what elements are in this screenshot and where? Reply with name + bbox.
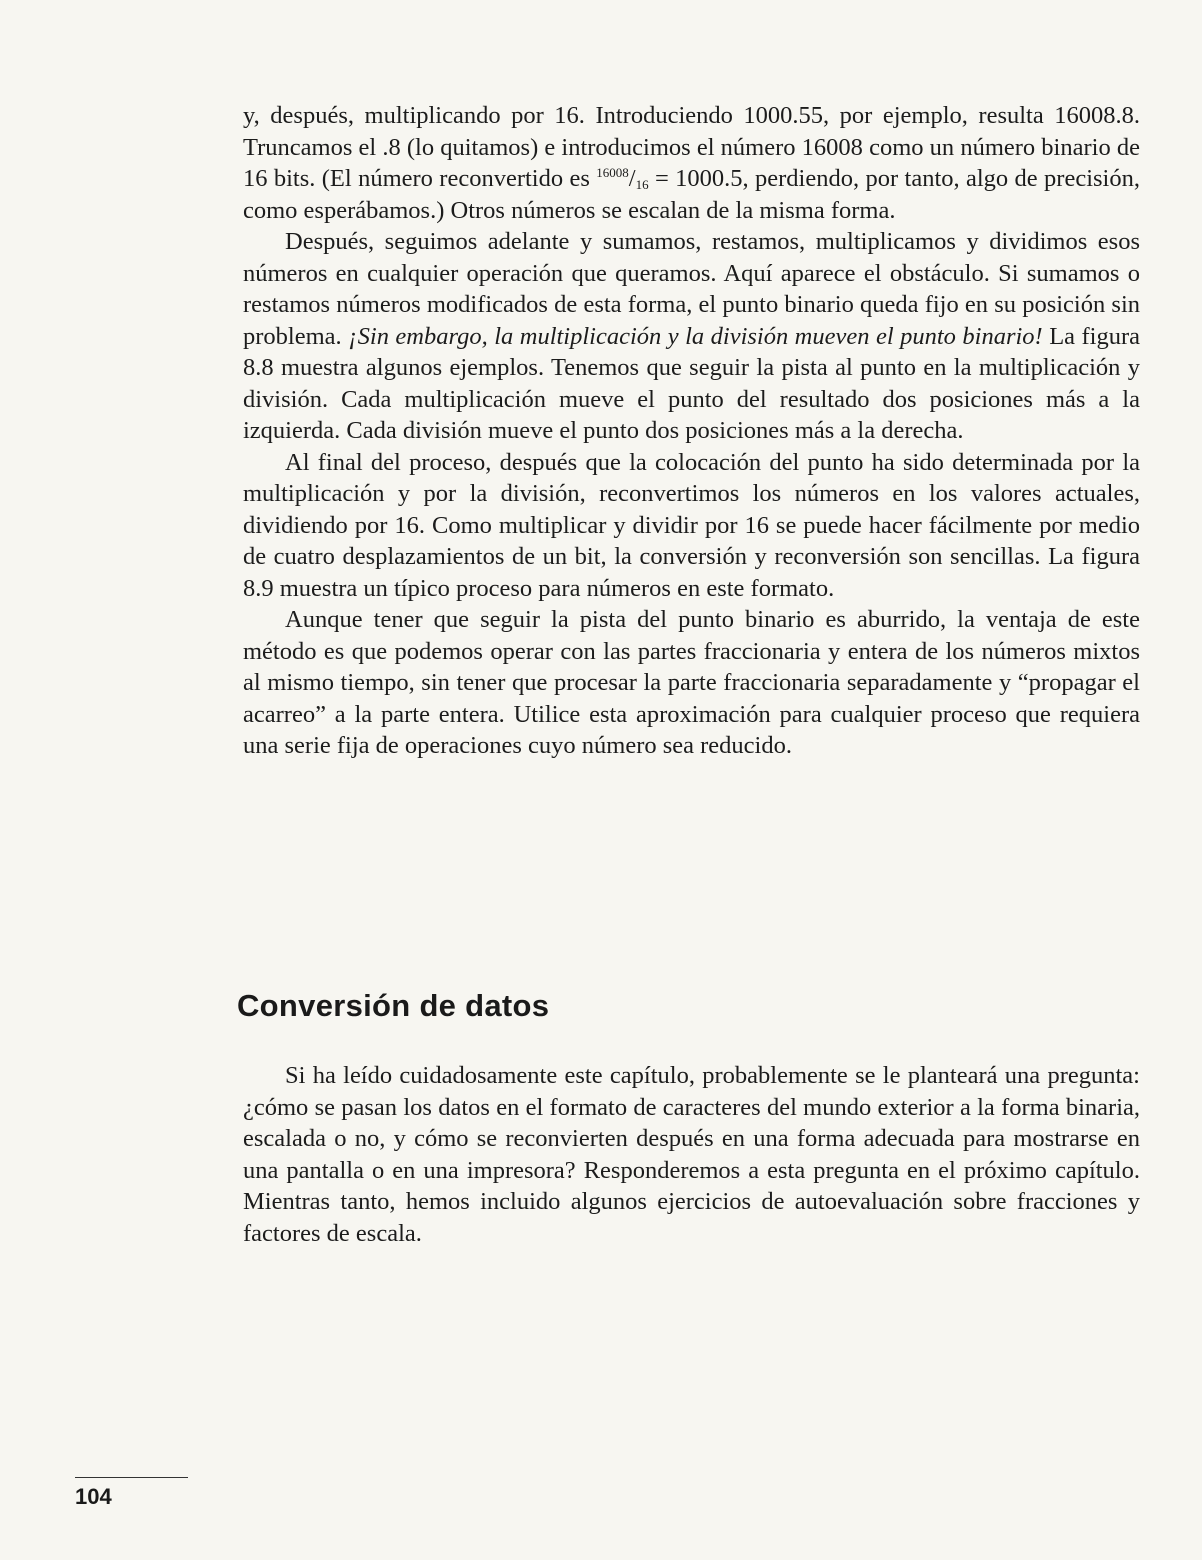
- section-heading: Conversión de datos: [237, 988, 550, 1023]
- italic-emphasis: ¡Sin embargo, la multiplicación y la división mueven el punto binario!: [348, 322, 1043, 350]
- fraction-slash: /: [628, 165, 636, 192]
- footer-rule: [75, 1477, 188, 1478]
- paragraph-text: = 1000.5, perdiendo, por tanto, algo de precisión, como esperábamos.) Otros números se escalan de la misma forma.: [243, 165, 1140, 224]
- paragraph-binary-point: [243, 226, 1140, 447]
- paragraph-text: La figura 8.8 muestra algunos ejemplos. Tenemos que seguir la pista al punto en la multiplicación y división. Cada multiplicación mueve el punto del resultado dos posiciones más a la izquierda. Cada división mueve el punto dos posiciones más a la derecha.: [243, 322, 1140, 444]
- paragraph-text: y, después, multiplicando por 16. Introduciendo 1000.55, por ejemplo, resulta 16008.8. Truncamos el .8 (lo quitamos) e introducimos el número 16008 como un número binario de 16 bits. (El número reconvertido es: [243, 102, 1140, 192]
- paragraph-reconversion: Al final del proceso, después que la colocación del punto ha sido determinada por la multiplicación y por la división, reconvertimos los números en los valores actuales, dividiendo por 16. Como multiplicar y dividir por 16 se puede hacer fácilmente por medio de cuatro desplazamientos de un bit, la conversión y reconversión son sencillas. La figura 8.9 muestra un típico proceso para números en este formato.: [243, 448, 1140, 602]
- paragraph-scaling: [243, 100, 1140, 226]
- fraction-denominator: 16: [635, 177, 649, 192]
- body-text-section: [243, 1060, 1140, 1249]
- paragraph-data-conversion: Si ha leído cuidadosamente este capítulo, probablemente se le planteará una pregunta: ¿cómo se pasan los datos en el formato de caracteres del mundo exterior a la forma binaria, escalada o no, y cómo se reconvierten después en una forma adecuada para mostrarse en una pantalla o en una impresora? Responderemos a esta pregunta en el próximo capítulo. Mientras tanto, hemos incluido algunos ejercicios de autoevaluación sobre fracciones y factores de escala.: [243, 1062, 1140, 1247]
- paragraph-text: Después, seguimos adelante y sumamos, restamos, multiplicamos y dividimos esos números en cualquier operación que queramos. Aquí aparece el obstáculo. Si sumamos o restamos números modificados de esta forma, el punto binario queda fijo en su posición sin problema.: [243, 228, 1140, 350]
- page-number: 104: [75, 1484, 112, 1509]
- fraction-numerator: 16008: [596, 165, 629, 180]
- paragraph-advantage: Aunque tener que seguir la pista del punto binario es aburrido, la ventaja de este método es que podemos operar con las partes fraccionaria y entera de los números mixtos al mismo tiempo, sin tener que procesar la parte fraccionaria separadamente y “propagar el acarreo” a la parte entera. Utilice esta aproximación para cualquier proceso que requiera una serie fija de operaciones cuyo número sea reducido.: [243, 606, 1140, 759]
- body-text-top: [243, 100, 1140, 762]
